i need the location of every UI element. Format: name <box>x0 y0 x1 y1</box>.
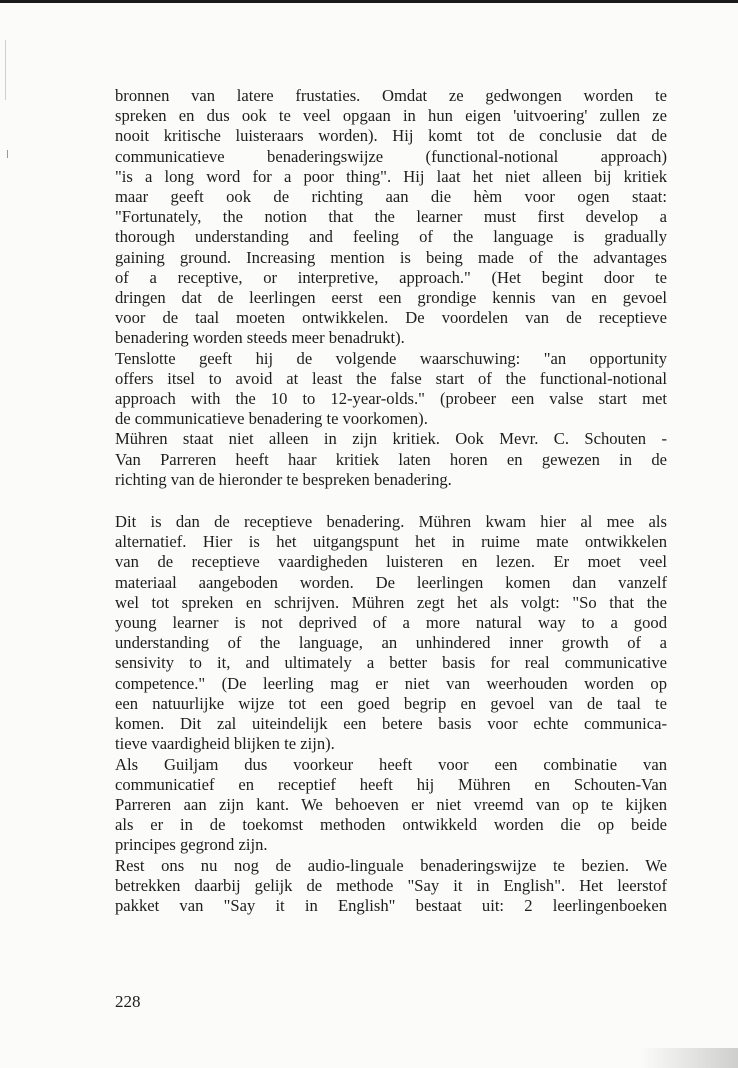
text-line: competence." (De leerling mag er niet van weerhouden worden op <box>115 673 667 693</box>
text-line: voor de taal moeten ontwikkelen. De voordelen van de receptieve <box>115 308 667 328</box>
text-line: benadering worden steeds meer benadrukt). <box>115 328 405 348</box>
text-line: maar geeft ook de richting aan die hèm voor ogen staat: <box>115 187 667 207</box>
paragraph <box>115 512 667 754</box>
top-edge-rule <box>0 0 738 3</box>
text-line: Tenslotte geeft hij de volgende waarschuwing: "an opportunity <box>115 348 667 368</box>
text-line: alternatief. Hier is het uitgangspunt het in ruime mate ontwikkelen <box>115 532 667 552</box>
text-line: understanding of the language, an unhindered inner growth of a <box>115 633 667 653</box>
paragraph <box>115 755 667 856</box>
left-margin-tick <box>7 150 8 158</box>
text-line: Dit is dan de receptieve benadering. Mühren kwam hier al mee als <box>115 512 667 532</box>
text-line: betrekken daarbij gelijk de methode "Say it in English". Het leerstof <box>115 875 667 895</box>
text-line: bronnen van latere frustaties. Omdat ze gedwongen worden te <box>115 86 667 105</box>
text-line: sensivity to it, and ultimately a better basis for real communicative <box>115 653 667 673</box>
text-line: dringen dat de leerlingen eerst een grondige kennis van en gevoel <box>115 288 667 308</box>
text-line: "Fortunately, the notion that the learner must first develop a <box>115 207 667 227</box>
text-line: pakket van "Say it in English" bestaat uit: 2 leerlingenboeken <box>115 895 667 915</box>
text-line: of a receptive, or interpretive, approach." (Het begint door te <box>115 267 667 287</box>
text-line: Parreren aan zijn kant. We behoeven er niet vreemd van op te kijken <box>115 794 667 814</box>
paragraph <box>115 429 667 490</box>
text-line: Van Parreren heeft haar kritiek laten horen en gewezen in de <box>115 449 667 469</box>
left-margin-mark <box>5 40 6 100</box>
text-line: young learner is not deprived of a more natural way to a good <box>115 613 667 633</box>
text-line: approach with the 10 to 12-year-olds." (probeer een valse start met <box>115 389 667 409</box>
text-line: Rest ons nu nog de audio-linguale benaderingswijze te bezien. We <box>115 855 667 875</box>
scan-edge-shadow <box>640 1048 738 1068</box>
text-line: communicatief en receptief heeft hij Mühren en Schouten-Van <box>115 774 667 794</box>
paragraph <box>115 349 667 430</box>
page-number: 228 <box>115 992 141 1011</box>
text-line: thorough understanding and feeling of the language is gradually <box>115 227 667 247</box>
text-line: materiaal aangeboden worden. De leerlingen komen dan vanzelf <box>115 572 667 592</box>
text-line: tieve vaardigheid blijken te zijn). <box>115 734 335 754</box>
body-text <box>115 86 667 916</box>
text-line: "is a long word for a poor thing". Hij laat het niet alleen bij kritiek <box>115 166 667 186</box>
text-line: nooit kritische luisteraars worden). Hij komt tot de conclusie dat de <box>115 126 667 146</box>
text-line: Mühren staat niet alleen in zijn kritiek. Ook Mevr. C. Schouten - <box>115 429 667 449</box>
paragraph-gap <box>115 490 667 512</box>
text-line: spreken en dus ook te veel opgaan in hun eigen 'uitvoering' zullen ze <box>115 106 667 126</box>
paragraph <box>115 86 667 349</box>
text-line: van de receptieve vaardigheden luisteren en lezen. Er moet veel <box>115 552 667 572</box>
text-line: wel tot spreken en schrijven. Mühren zegt het als volgt: "So that the <box>115 592 667 612</box>
text-line: communicatieve benaderingswijze (functional-notional approach) <box>115 146 667 166</box>
text-line: offers itsel to avoid at least the false start of the functional-notional <box>115 368 667 388</box>
text-line: richting van de hieronder te bespreken benadering. <box>115 469 452 489</box>
text-line: de communicatieve benadering te voorkomen). <box>115 409 428 429</box>
text-line: gaining ground. Increasing mention is being made of the advantages <box>115 247 667 267</box>
text-line: als er in de toekomst methoden ontwikkeld worden die op beide <box>115 815 667 835</box>
text-line: principes gegrond zijn. <box>115 835 268 855</box>
text-line: Als Guiljam dus voorkeur heeft voor een combinatie van <box>115 754 667 774</box>
text-line: een natuurlijke wijze tot een goed begrip en gevoel van de taal te <box>115 693 667 713</box>
paragraph <box>115 856 667 917</box>
text-line: komen. Dit zal uiteindelijk een betere basis voor echte communica- <box>115 714 667 734</box>
